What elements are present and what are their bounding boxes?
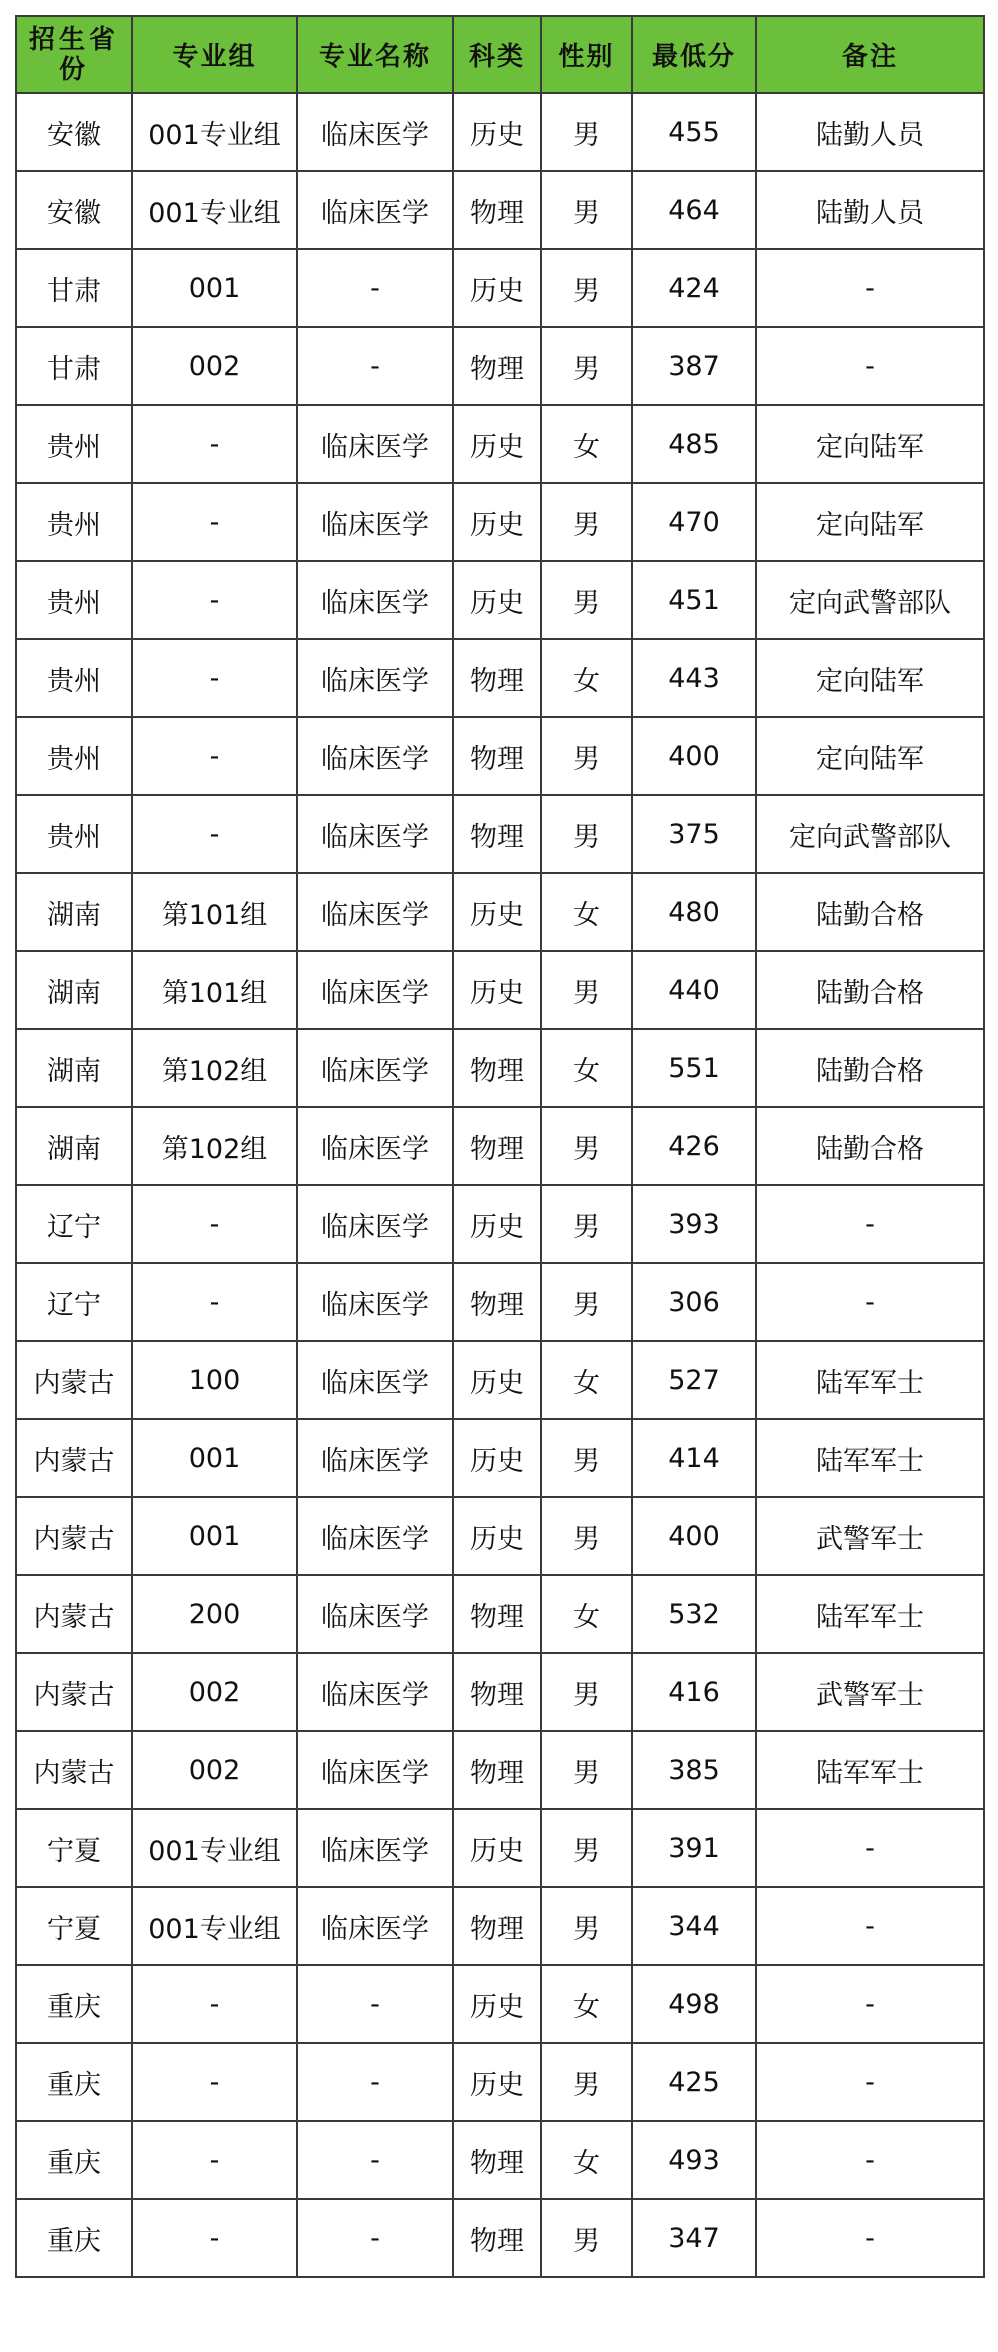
table-row xyxy=(16,639,984,717)
header-group: 专业组 xyxy=(132,16,297,93)
cell-major: 临床医学 xyxy=(297,1419,453,1497)
cell-group: - xyxy=(132,1965,297,2043)
cell-remark: 陆勤合格 xyxy=(756,873,984,951)
cell-major: 临床医学 xyxy=(297,1107,453,1185)
cell-gender: 女 xyxy=(541,1575,632,1653)
cell-remark: 陆军军士 xyxy=(756,1731,984,1809)
cell-remark: - xyxy=(756,2199,984,2277)
cell-remark: - xyxy=(756,327,984,405)
cell-remark: - xyxy=(756,249,984,327)
cell-min-score: 443 xyxy=(632,639,756,717)
cell-remark: - xyxy=(756,1809,984,1887)
cell-province: 甘肃 xyxy=(16,249,132,327)
cell-major: 临床医学 xyxy=(297,1497,453,1575)
cell-group: 200 xyxy=(132,1575,297,1653)
cell-group: 第101组 xyxy=(132,951,297,1029)
cell-gender: 男 xyxy=(541,483,632,561)
cell-group: - xyxy=(132,561,297,639)
cell-province: 辽宁 xyxy=(16,1263,132,1341)
header-major: 专业名称 xyxy=(297,16,453,93)
cell-province: 安徽 xyxy=(16,171,132,249)
cell-subject: 历史 xyxy=(453,1341,541,1419)
cell-remark: 定向陆军 xyxy=(756,405,984,483)
cell-remark: 陆勤人员 xyxy=(756,171,984,249)
cell-group: 002 xyxy=(132,1731,297,1809)
cell-min-score: 551 xyxy=(632,1029,756,1107)
cell-subject: 历史 xyxy=(453,951,541,1029)
cell-subject: 物理 xyxy=(453,2121,541,2199)
cell-province: 甘肃 xyxy=(16,327,132,405)
cell-group: 001专业组 xyxy=(132,93,297,171)
cell-province: 贵州 xyxy=(16,483,132,561)
cell-province: 湖南 xyxy=(16,1029,132,1107)
cell-province: 内蒙古 xyxy=(16,1341,132,1419)
cell-group: 第101组 xyxy=(132,873,297,951)
cell-min-score: 400 xyxy=(632,717,756,795)
cell-group: - xyxy=(132,639,297,717)
cell-min-score: 426 xyxy=(632,1107,756,1185)
cell-province: 贵州 xyxy=(16,639,132,717)
cell-gender: 女 xyxy=(541,2121,632,2199)
cell-min-score: 498 xyxy=(632,1965,756,2043)
cell-province: 贵州 xyxy=(16,405,132,483)
cell-gender: 男 xyxy=(541,2043,632,2121)
table-row xyxy=(16,1185,984,1263)
cell-major: 临床医学 xyxy=(297,1263,453,1341)
cell-min-score: 385 xyxy=(632,1731,756,1809)
table-row xyxy=(16,249,984,327)
cell-gender: 男 xyxy=(541,1263,632,1341)
cell-min-score: 455 xyxy=(632,93,756,171)
cell-min-score: 480 xyxy=(632,873,756,951)
cell-province: 重庆 xyxy=(16,2121,132,2199)
table-row xyxy=(16,795,984,873)
cell-remark: 定向武警部队 xyxy=(756,561,984,639)
cell-min-score: 464 xyxy=(632,171,756,249)
header-min-score: 最低分 xyxy=(632,16,756,93)
cell-remark: 武警军士 xyxy=(756,1497,984,1575)
cell-remark: 定向陆军 xyxy=(756,717,984,795)
table-row xyxy=(16,1263,984,1341)
cell-gender: 女 xyxy=(541,1029,632,1107)
table-row xyxy=(16,93,984,171)
cell-subject: 物理 xyxy=(453,2199,541,2277)
table-row xyxy=(16,1107,984,1185)
cell-remark: 陆军军士 xyxy=(756,1341,984,1419)
cell-remark: 陆勤合格 xyxy=(756,1029,984,1107)
cell-subject: 物理 xyxy=(453,1653,541,1731)
cell-subject: 历史 xyxy=(453,1965,541,2043)
cell-major: - xyxy=(297,2043,453,2121)
cell-province: 重庆 xyxy=(16,2043,132,2121)
cell-province: 宁夏 xyxy=(16,1809,132,1887)
cell-group: - xyxy=(132,2121,297,2199)
cell-gender: 男 xyxy=(541,1419,632,1497)
cell-province: 贵州 xyxy=(16,795,132,873)
cell-min-score: 344 xyxy=(632,1887,756,1965)
cell-gender: 男 xyxy=(541,717,632,795)
cell-min-score: 493 xyxy=(632,2121,756,2199)
cell-gender: 男 xyxy=(541,951,632,1029)
cell-major: 临床医学 xyxy=(297,1887,453,1965)
cell-min-score: 393 xyxy=(632,1185,756,1263)
cell-subject: 物理 xyxy=(453,1029,541,1107)
cell-major: - xyxy=(297,249,453,327)
cell-gender: 女 xyxy=(541,405,632,483)
cell-major: 临床医学 xyxy=(297,1029,453,1107)
table-row xyxy=(16,561,984,639)
cell-group: 001 xyxy=(132,1497,297,1575)
cell-remark: - xyxy=(756,2043,984,2121)
cell-group: 第102组 xyxy=(132,1029,297,1107)
cell-group: 001专业组 xyxy=(132,1809,297,1887)
cell-province: 内蒙古 xyxy=(16,1653,132,1731)
cell-min-score: 400 xyxy=(632,1497,756,1575)
cell-gender: 男 xyxy=(541,795,632,873)
cell-subject: 物理 xyxy=(453,717,541,795)
table-row xyxy=(16,483,984,561)
cell-province: 安徽 xyxy=(16,93,132,171)
cell-gender: 男 xyxy=(541,1809,632,1887)
cell-province: 内蒙古 xyxy=(16,1419,132,1497)
cell-min-score: 416 xyxy=(632,1653,756,1731)
table-body xyxy=(16,93,984,2277)
cell-province: 宁夏 xyxy=(16,1887,132,1965)
cell-min-score: 424 xyxy=(632,249,756,327)
table-row xyxy=(16,717,984,795)
cell-min-score: 391 xyxy=(632,1809,756,1887)
table-row xyxy=(16,1731,984,1809)
cell-min-score: 532 xyxy=(632,1575,756,1653)
cell-province: 辽宁 xyxy=(16,1185,132,1263)
cell-major: 临床医学 xyxy=(297,1341,453,1419)
cell-remark: 武警军士 xyxy=(756,1653,984,1731)
cell-gender: 男 xyxy=(541,1107,632,1185)
header-gender: 性别 xyxy=(541,16,632,93)
table-row xyxy=(16,1497,984,1575)
cell-subject: 历史 xyxy=(453,405,541,483)
cell-group: 第102组 xyxy=(132,1107,297,1185)
table-row xyxy=(16,171,984,249)
cell-remark: 定向武警部队 xyxy=(756,795,984,873)
cell-gender: 男 xyxy=(541,1731,632,1809)
cell-province: 湖南 xyxy=(16,1107,132,1185)
cell-group: 001 xyxy=(132,1419,297,1497)
cell-group: 001 xyxy=(132,249,297,327)
table-row xyxy=(16,1965,984,2043)
cell-min-score: 470 xyxy=(632,483,756,561)
cell-major: - xyxy=(297,2121,453,2199)
cell-major: 临床医学 xyxy=(297,1575,453,1653)
cell-major: 临床医学 xyxy=(297,1653,453,1731)
cell-major: - xyxy=(297,327,453,405)
table-row xyxy=(16,1653,984,1731)
table-row xyxy=(16,2199,984,2277)
cell-gender: 男 xyxy=(541,327,632,405)
cell-gender: 男 xyxy=(541,2199,632,2277)
header-subject: 科类 xyxy=(453,16,541,93)
cell-min-score: 387 xyxy=(632,327,756,405)
cell-group: - xyxy=(132,2043,297,2121)
cell-remark: - xyxy=(756,1185,984,1263)
cell-gender: 男 xyxy=(541,93,632,171)
cell-remark: - xyxy=(756,1965,984,2043)
cell-subject: 物理 xyxy=(453,795,541,873)
cell-group: - xyxy=(132,1185,297,1263)
cell-group: - xyxy=(132,405,297,483)
cell-remark: - xyxy=(756,1887,984,1965)
cell-province: 重庆 xyxy=(16,1965,132,2043)
cell-province: 贵州 xyxy=(16,717,132,795)
cell-group: 001专业组 xyxy=(132,1887,297,1965)
cell-remark: 定向陆军 xyxy=(756,483,984,561)
cell-subject: 物理 xyxy=(453,1731,541,1809)
cell-province: 湖南 xyxy=(16,873,132,951)
cell-min-score: 414 xyxy=(632,1419,756,1497)
cell-subject: 历史 xyxy=(453,873,541,951)
cell-remark: - xyxy=(756,2121,984,2199)
table-row xyxy=(16,951,984,1029)
cell-group: - xyxy=(132,795,297,873)
table-row xyxy=(16,1029,984,1107)
cell-major: 临床医学 xyxy=(297,795,453,873)
cell-group: - xyxy=(132,2199,297,2277)
header-remark: 备注 xyxy=(756,16,984,93)
cell-remark: - xyxy=(756,1263,984,1341)
cell-subject: 历史 xyxy=(453,93,541,171)
cell-major: 临床医学 xyxy=(297,951,453,1029)
cell-gender: 男 xyxy=(541,1185,632,1263)
cell-gender: 男 xyxy=(541,1653,632,1731)
table-row xyxy=(16,1419,984,1497)
table-row xyxy=(16,873,984,951)
cell-major: 临床医学 xyxy=(297,171,453,249)
cell-major: - xyxy=(297,2199,453,2277)
header-row xyxy=(16,16,984,93)
cell-gender: 男 xyxy=(541,171,632,249)
cell-major: 临床医学 xyxy=(297,483,453,561)
table-row xyxy=(16,1575,984,1653)
cell-group: - xyxy=(132,717,297,795)
cell-min-score: 425 xyxy=(632,2043,756,2121)
cell-min-score: 440 xyxy=(632,951,756,1029)
cell-subject: 历史 xyxy=(453,1185,541,1263)
cell-remark: 陆勤合格 xyxy=(756,1107,984,1185)
table-row xyxy=(16,327,984,405)
cell-remark: 陆勤合格 xyxy=(756,951,984,1029)
cell-province: 内蒙古 xyxy=(16,1731,132,1809)
admission-score-table xyxy=(15,15,985,2278)
cell-gender: 男 xyxy=(541,1497,632,1575)
cell-subject: 物理 xyxy=(453,327,541,405)
cell-group: 002 xyxy=(132,1653,297,1731)
cell-major: 临床医学 xyxy=(297,873,453,951)
cell-remark: 定向陆军 xyxy=(756,639,984,717)
cell-major: 临床医学 xyxy=(297,1731,453,1809)
table-row xyxy=(16,1341,984,1419)
cell-subject: 历史 xyxy=(453,1419,541,1497)
cell-gender: 女 xyxy=(541,873,632,951)
cell-subject: 物理 xyxy=(453,639,541,717)
cell-major: 临床医学 xyxy=(297,717,453,795)
cell-major: 临床医学 xyxy=(297,639,453,717)
cell-gender: 男 xyxy=(541,1887,632,1965)
table-header xyxy=(16,16,984,93)
cell-min-score: 527 xyxy=(632,1341,756,1419)
table-row xyxy=(16,405,984,483)
cell-gender: 女 xyxy=(541,639,632,717)
cell-group: 002 xyxy=(132,327,297,405)
cell-group: 100 xyxy=(132,1341,297,1419)
cell-subject: 物理 xyxy=(453,1107,541,1185)
table-row xyxy=(16,1887,984,1965)
cell-major: 临床医学 xyxy=(297,1809,453,1887)
cell-gender: 女 xyxy=(541,1965,632,2043)
cell-remark: 陆军军士 xyxy=(756,1575,984,1653)
cell-major: 临床医学 xyxy=(297,405,453,483)
header-province: 招生省份 xyxy=(16,16,132,93)
cell-gender: 女 xyxy=(541,1341,632,1419)
cell-subject: 历史 xyxy=(453,249,541,327)
cell-province: 湖南 xyxy=(16,951,132,1029)
cell-subject: 物理 xyxy=(453,171,541,249)
cell-min-score: 306 xyxy=(632,1263,756,1341)
cell-min-score: 485 xyxy=(632,405,756,483)
cell-subject: 历史 xyxy=(453,2043,541,2121)
cell-subject: 历史 xyxy=(453,561,541,639)
cell-group: - xyxy=(132,483,297,561)
cell-min-score: 451 xyxy=(632,561,756,639)
cell-major: 临床医学 xyxy=(297,1185,453,1263)
cell-min-score: 347 xyxy=(632,2199,756,2277)
cell-min-score: 375 xyxy=(632,795,756,873)
cell-province: 内蒙古 xyxy=(16,1575,132,1653)
cell-group: - xyxy=(132,1263,297,1341)
cell-province: 内蒙古 xyxy=(16,1497,132,1575)
cell-province: 贵州 xyxy=(16,561,132,639)
table-row xyxy=(16,1809,984,1887)
table-row xyxy=(16,2121,984,2199)
cell-gender: 男 xyxy=(541,249,632,327)
table-row xyxy=(16,2043,984,2121)
cell-remark: 陆军军士 xyxy=(756,1419,984,1497)
cell-group: 001专业组 xyxy=(132,171,297,249)
cell-subject: 物理 xyxy=(453,1263,541,1341)
cell-subject: 物理 xyxy=(453,1575,541,1653)
cell-province: 重庆 xyxy=(16,2199,132,2277)
cell-major: - xyxy=(297,1965,453,2043)
cell-remark: 陆勤人员 xyxy=(756,93,984,171)
cell-subject: 历史 xyxy=(453,483,541,561)
cell-gender: 男 xyxy=(541,561,632,639)
cell-subject: 历史 xyxy=(453,1497,541,1575)
cell-subject: 历史 xyxy=(453,1809,541,1887)
cell-subject: 物理 xyxy=(453,1887,541,1965)
cell-major: 临床医学 xyxy=(297,561,453,639)
cell-major: 临床医学 xyxy=(297,93,453,171)
